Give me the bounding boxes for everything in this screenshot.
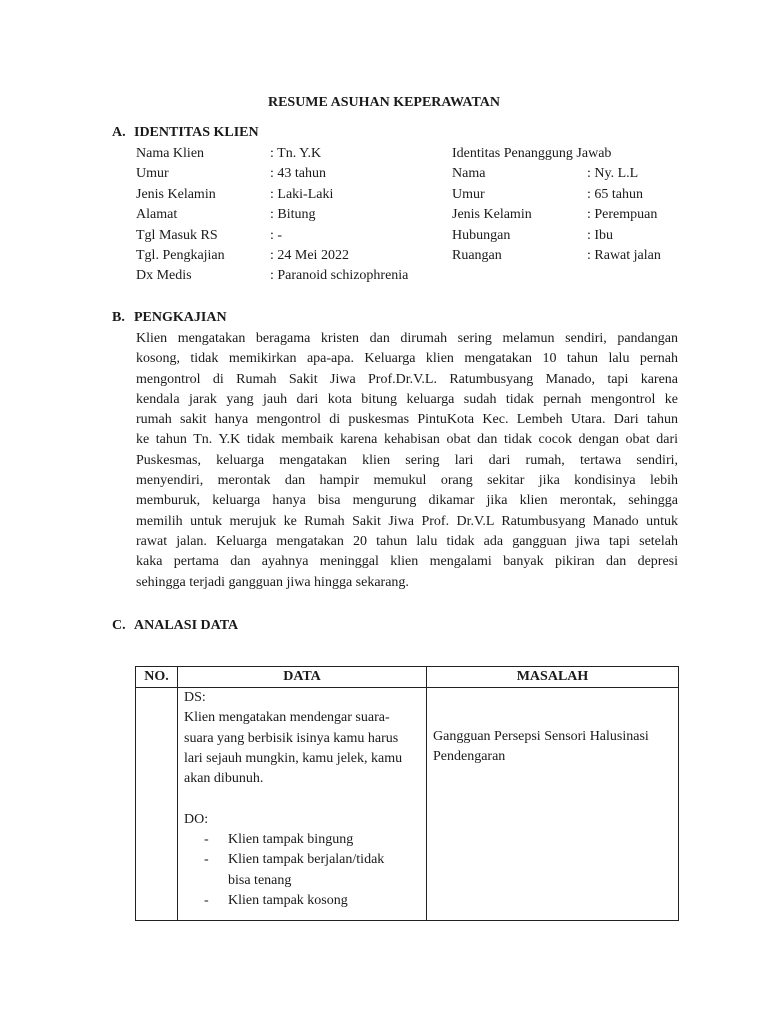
do-item-text: Klien tampak bingung — [228, 832, 354, 848]
client-field-value: : Paranoid schizophrenia — [270, 268, 409, 284]
section-c-heading — [112, 616, 238, 637]
section-c-letter: C. — [112, 618, 126, 633]
paragraph-line: Klien mengatakan beragama kristen dan dirumah sering melamun sendiri, pandangan — [136, 331, 678, 346]
cell-data — [178, 688, 427, 921]
section-a-letter: A. — [112, 125, 126, 140]
list-item — [184, 830, 420, 850]
guardian-field-value: : Perempuan — [587, 207, 658, 223]
client-field-label: Umur — [136, 166, 169, 182]
list-item — [184, 891, 420, 911]
ds-line: lari sejauh mungkin, kamu jelek, kamu — [184, 750, 403, 766]
client-field-label: Jenis Kelamin — [136, 186, 216, 202]
do-item-text: Klien tampak berjalan/tidak — [228, 852, 385, 868]
client-field-label: Dx Medis — [136, 268, 192, 284]
paragraph-line: memburuk, keluarga hanya bisa mengurung dikamar jika klien merontak, sehingga — [136, 493, 678, 509]
header-no: NO. — [136, 667, 178, 688]
guardian-field-value: : Ny. L.L — [587, 166, 639, 182]
section-a-heading — [112, 123, 259, 144]
guardian-field-label: Ruangan — [452, 248, 502, 263]
document-title: RESUME ASUHAN KEPERAWATAN — [267, 95, 501, 110]
client-field-value: : Tn. Y.K — [270, 146, 322, 161]
assessment-paragraph — [136, 329, 678, 593]
section-b-title: PENGKAJIAN — [134, 310, 227, 325]
analysis-table — [135, 666, 679, 921]
client-field-value: : Laki-Laki — [270, 186, 334, 202]
bullet-dash: - — [204, 852, 209, 868]
client-field-value: : 43 tahun — [270, 166, 326, 182]
ds-text — [184, 708, 420, 789]
ds-label: DS: — [184, 690, 206, 705]
list-item — [184, 850, 420, 891]
masalah-line: Gangguan Persepsi Sensori Halusinasi — [433, 729, 649, 744]
guardian-field-label: Umur — [452, 186, 485, 202]
guardian-field-label: Hubungan — [452, 227, 511, 243]
client-field-label: Tgl Masuk RS — [136, 227, 218, 243]
paragraph-line: kosong, tidak memikirkan apa-apa. Keluarga klien mengatakan 10 tahun lalu pernah — [136, 351, 678, 367]
cell-no — [136, 688, 178, 921]
table-header-row — [136, 667, 679, 688]
paragraph-line: mengontrol di Rumah Sakit Jiwa Prof.Dr.V.L. Ratumbusyang Manado, tapi karena — [136, 371, 678, 387]
ds-line: Klien mengatakan mendengar suara- — [184, 710, 390, 726]
client-field-label: Nama Klien — [136, 146, 205, 161]
do-item-text: bisa tenang — [228, 872, 292, 888]
client-field-value: : - — [270, 227, 283, 243]
paragraph-line: rumah sakit hanya mengontrol di puskesmas PintuKota Kec. Lembeh Utara. Dari tahun — [136, 412, 678, 428]
paragraph-line: ke tahun Tn. Y.K tidak membaik karena kehabisan obat dan tidak cocok dengan obat dari — [136, 432, 678, 448]
masalah-text — [433, 688, 672, 768]
paragraph-line: menyendiri, merontak dan hampir memukul orang sekitar jika kondisinya lebih — [136, 473, 678, 489]
client-field-label: Tgl. Pengkajian — [136, 248, 225, 263]
paragraph-line: kendala jarak yang jauh dari kota bitung keluarga sudah tidak pernah mengontrol ke — [136, 391, 678, 407]
do-item-text: Klien tampak kosong — [228, 892, 348, 908]
ds-line: suara yang berbisik isinya kamu harus — [184, 730, 399, 746]
cell-masalah — [427, 688, 679, 921]
table-row — [136, 688, 679, 921]
header-data: DATA — [178, 667, 427, 688]
guardian-field-value: : Rawat jalan — [587, 248, 661, 263]
paragraph-line: Puskesmas, keluarga mengatakan klien sering lari dari rumah, tertawa sendiri, — [136, 452, 678, 468]
guardian-field-value: : Ibu — [587, 227, 614, 243]
masalah-line: Pendengaran — [433, 749, 506, 765]
section-a-title: IDENTITAS KLIEN — [134, 125, 259, 140]
bullet-dash: - — [204, 832, 209, 848]
section-c-title: ANALASI DATA — [134, 618, 239, 633]
client-field-label: Alamat — [136, 207, 178, 223]
paragraph-line: memilih untuk merujuk ke Rumah Sakit Jiwa Prof. Dr.V.L Ratumbusyang Manado untuk — [136, 513, 678, 529]
bullet-dash: - — [204, 892, 209, 908]
section-b-letter: B. — [112, 310, 125, 325]
paragraph-line: kaka pertama dan ayahnya meninggal klien mengalami banyak pikiran dan depresi — [136, 554, 678, 570]
paragraph-line: rawat jalan. Keluarga mengatakan 20 tahun lalu tidak ada gangguan jiwa tapi setelah — [136, 533, 678, 549]
guardian-field-value: : 65 tahun — [587, 186, 643, 202]
spacer — [184, 789, 420, 809]
section-b-heading — [112, 308, 227, 329]
do-label: DO: — [184, 811, 209, 827]
client-field-value: : Bitung — [270, 207, 316, 223]
paragraph-line: sehingga terjadi gangguan jiwa hingga sekarang. — [136, 574, 409, 590]
guardian-heading: Identitas Penanggung Jawab — [452, 146, 612, 161]
ds-line: akan dibunuh. — [184, 771, 264, 787]
client-field-value: : 24 Mei 2022 — [270, 248, 349, 263]
guardian-field-label: Nama — [452, 166, 486, 182]
guardian-field-label: Jenis Kelamin — [452, 207, 532, 223]
header-masalah: MASALAH — [427, 667, 679, 688]
do-list — [184, 830, 420, 911]
